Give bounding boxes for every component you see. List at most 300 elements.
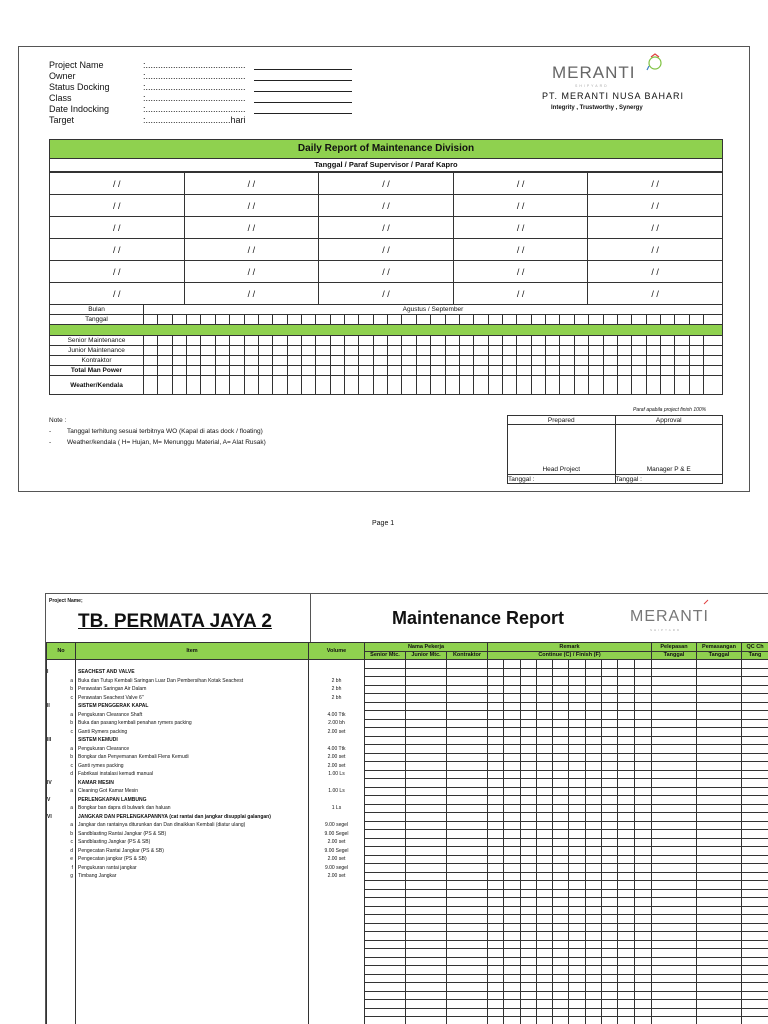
grid-cell[interactable] [704,315,723,325]
entry-cell[interactable] [652,906,697,915]
entry-cell[interactable] [536,906,552,915]
entry-cell[interactable] [447,711,488,720]
entry-cell[interactable] [585,728,601,737]
entry-cell[interactable] [520,821,536,830]
entry-cell[interactable] [569,1000,585,1009]
entry-cell[interactable] [697,830,742,839]
entry-cell[interactable] [742,753,768,762]
entry-cell[interactable] [488,898,504,907]
entry-cell[interactable] [447,855,488,864]
grid-cell[interactable] [330,376,344,395]
entry-cell[interactable] [553,719,569,728]
entry-cell[interactable] [634,949,651,958]
entry-cell[interactable] [406,991,447,1000]
entry-cell[interactable] [697,736,742,745]
entry-cell[interactable] [618,923,634,932]
entry-cell[interactable] [447,660,488,669]
entry-cell[interactable] [504,932,520,941]
entry-cell[interactable] [634,694,651,703]
entry-cell[interactable] [602,949,618,958]
entry-cell[interactable] [553,940,569,949]
entry-cell[interactable] [634,830,651,839]
entry-cell[interactable] [406,906,447,915]
entry-cell[interactable] [520,677,536,686]
entry-cell[interactable] [618,991,634,1000]
grid-cell[interactable] [704,376,723,395]
grid-cell[interactable] [287,346,301,356]
entry-cell[interactable] [488,991,504,1000]
entry-cell[interactable] [406,677,447,686]
date-cell[interactable]: / / [453,283,588,305]
entry-cell[interactable] [742,804,768,813]
entry-cell[interactable] [488,864,504,873]
grid-cell[interactable] [316,336,330,346]
grid-cell[interactable] [646,336,660,346]
entry-cell[interactable] [406,660,447,669]
entry-cell[interactable] [585,677,601,686]
entry-cell[interactable] [585,779,601,788]
grid-cell[interactable] [215,315,229,325]
entry-cell[interactable] [447,932,488,941]
entry-cell[interactable] [569,966,585,975]
grid-cell[interactable] [689,366,703,376]
grid-cell[interactable] [187,376,201,395]
entry-cell[interactable] [406,1008,447,1017]
grid-cell[interactable] [330,336,344,346]
entry-cell[interactable] [365,932,406,941]
entry-cell[interactable] [618,745,634,754]
entry-cell[interactable] [520,668,536,677]
entry-cell[interactable] [742,796,768,805]
grid-cell[interactable] [158,376,172,395]
entry-cell[interactable] [569,660,585,669]
date-cell[interactable]: / / [184,195,319,217]
grid-cell[interactable] [301,376,315,395]
entry-cell[interactable] [569,694,585,703]
entry-cell[interactable] [742,872,768,881]
entry-cell[interactable] [652,898,697,907]
entry-cell[interactable] [602,830,618,839]
entry-cell[interactable] [652,838,697,847]
entry-cell[interactable] [406,915,447,924]
entry-cell[interactable] [488,966,504,975]
entry-cell[interactable] [602,940,618,949]
grid-cell[interactable] [258,346,272,356]
entry-cell[interactable] [634,1008,651,1017]
entry-cell[interactable] [536,719,552,728]
grid-cell[interactable] [301,336,315,346]
date-cell[interactable]: / / [588,195,723,217]
entry-cell[interactable] [406,711,447,720]
entry-cell[interactable] [618,694,634,703]
entry-cell[interactable] [618,940,634,949]
entry-cell[interactable] [406,830,447,839]
entry-cell[interactable] [634,966,651,975]
entry-cell[interactable] [447,796,488,805]
entry-cell[interactable] [447,906,488,915]
entry-cell[interactable] [602,838,618,847]
entry-cell[interactable] [447,736,488,745]
entry-cell[interactable] [569,991,585,1000]
entry-cell[interactable] [553,1017,569,1024]
grid-cell[interactable] [230,356,244,366]
entry-cell[interactable] [697,949,742,958]
entry-cell[interactable] [618,728,634,737]
date-cell[interactable]: / / [319,217,454,239]
grid-cell[interactable] [517,366,531,376]
entry-cell[interactable] [365,957,406,966]
grid-cell[interactable] [646,315,660,325]
entry-cell[interactable] [504,702,520,711]
grid-cell[interactable] [617,315,631,325]
entry-cell[interactable] [618,838,634,847]
grid-cell[interactable] [531,356,545,366]
grid-cell[interactable] [201,336,215,346]
grid-cell[interactable] [675,336,689,346]
entry-cell[interactable] [652,736,697,745]
grid-cell[interactable] [689,315,703,325]
grid-cell[interactable] [531,376,545,395]
entry-cell[interactable] [652,889,697,898]
entry-cell[interactable] [406,872,447,881]
date-cell[interactable]: / / [588,283,723,305]
grid-cell[interactable] [258,376,272,395]
entry-cell[interactable] [602,923,618,932]
entry-cell[interactable] [569,847,585,856]
entry-cell[interactable] [553,787,569,796]
grid-cell[interactable] [632,336,646,346]
grid-cell[interactable] [689,356,703,366]
grid-cell[interactable] [574,315,588,325]
entry-cell[interactable] [488,1000,504,1009]
entry-cell[interactable] [520,932,536,941]
entry-cell[interactable] [406,898,447,907]
entry-cell[interactable] [618,864,634,873]
entry-cell[interactable] [742,932,768,941]
entry-cell[interactable] [488,719,504,728]
entry-cell[interactable] [569,915,585,924]
entry-cell[interactable] [536,753,552,762]
grid-cell[interactable] [517,336,531,346]
entry-cell[interactable] [520,940,536,949]
entry-cell[interactable] [520,966,536,975]
entry-cell[interactable] [742,719,768,728]
entry-cell[interactable] [602,787,618,796]
entry-cell[interactable] [585,787,601,796]
entry-cell[interactable] [447,838,488,847]
entry-cell[interactable] [602,702,618,711]
entry-cell[interactable] [634,838,651,847]
grid-cell[interactable] [617,356,631,366]
entry-cell[interactable] [585,796,601,805]
entry-cell[interactable] [569,702,585,711]
entry-cell[interactable] [742,787,768,796]
entry-cell[interactable] [488,745,504,754]
entry-cell[interactable] [536,898,552,907]
entry-cell[interactable] [652,915,697,924]
entry-cell[interactable] [488,838,504,847]
entry-cell[interactable] [652,711,697,720]
entry-cell[interactable] [618,889,634,898]
entry-cell[interactable] [742,881,768,890]
entry-cell[interactable] [365,728,406,737]
grid-cell[interactable] [330,346,344,356]
entry-cell[interactable] [585,830,601,839]
grid-cell[interactable] [201,315,215,325]
entry-cell[interactable] [618,821,634,830]
entry-cell[interactable] [504,745,520,754]
entry-cell[interactable] [536,838,552,847]
grid-cell[interactable] [359,376,373,395]
entry-cell[interactable] [520,770,536,779]
entry-cell[interactable] [618,813,634,822]
entry-cell[interactable] [742,702,768,711]
entry-cell[interactable] [652,779,697,788]
entry-cell[interactable] [634,770,651,779]
entry-cell[interactable] [504,787,520,796]
entry-cell[interactable] [602,753,618,762]
entry-cell[interactable] [553,762,569,771]
entry-cell[interactable] [365,864,406,873]
entry-cell[interactable] [697,796,742,805]
grid-cell[interactable] [560,315,574,325]
entry-cell[interactable] [569,830,585,839]
grid-cell[interactable] [632,346,646,356]
entry-cell[interactable] [488,855,504,864]
entry-cell[interactable] [742,694,768,703]
grid-cell[interactable] [287,336,301,346]
entry-cell[interactable] [536,770,552,779]
entry-cell[interactable] [585,711,601,720]
entry-cell[interactable] [504,949,520,958]
entry-cell[interactable] [406,787,447,796]
entry-cell[interactable] [585,906,601,915]
entry-cell[interactable] [602,957,618,966]
grid-cell[interactable] [158,346,172,356]
entry-cell[interactable] [406,685,447,694]
entry-cell[interactable] [406,668,447,677]
entry-cell[interactable] [618,668,634,677]
entry-cell[interactable] [585,838,601,847]
grid-cell[interactable] [215,346,229,356]
entry-cell[interactable] [742,736,768,745]
grid-cell[interactable] [373,336,387,346]
grid-cell[interactable] [359,346,373,356]
grid-cell[interactable] [402,366,416,376]
entry-cell[interactable] [634,974,651,983]
entry-cell[interactable] [365,830,406,839]
entry-cell[interactable] [585,923,601,932]
entry-cell[interactable] [585,949,601,958]
entry-cell[interactable] [697,770,742,779]
entry-cell[interactable] [742,983,768,992]
header-field-value[interactable]: :........................................ [143,60,246,70]
entry-cell[interactable] [504,668,520,677]
entry-cell[interactable] [618,719,634,728]
entry-cell[interactable] [618,736,634,745]
entry-cell[interactable] [520,881,536,890]
entry-cell[interactable] [618,762,634,771]
entry-cell[interactable] [488,685,504,694]
entry-cell[interactable] [602,974,618,983]
entry-cell[interactable] [569,779,585,788]
entry-cell[interactable] [447,847,488,856]
entry-cell[interactable] [504,804,520,813]
entry-cell[interactable] [447,864,488,873]
entry-cell[interactable] [520,855,536,864]
entry-cell[interactable] [634,728,651,737]
grid-cell[interactable] [316,346,330,356]
grid-cell[interactable] [201,356,215,366]
grid-cell[interactable] [144,366,158,376]
grid-cell[interactable] [502,366,516,376]
date-cell[interactable]: / / [453,217,588,239]
entry-cell[interactable] [504,1017,520,1024]
entry-cell[interactable] [488,932,504,941]
entry-cell[interactable] [365,889,406,898]
entry-cell[interactable] [602,881,618,890]
entry-cell[interactable] [504,1008,520,1017]
grid-cell[interactable] [445,366,459,376]
entry-cell[interactable] [602,668,618,677]
entry-cell[interactable] [618,711,634,720]
grid-cell[interactable] [316,315,330,325]
grid-cell[interactable] [345,366,359,376]
grid-cell[interactable] [546,376,560,395]
entry-cell[interactable] [585,762,601,771]
grid-cell[interactable] [402,346,416,356]
grid-cell[interactable] [158,336,172,346]
entry-cell[interactable] [634,923,651,932]
grid-cell[interactable] [531,315,545,325]
grid-cell[interactable] [215,366,229,376]
entry-cell[interactable] [652,957,697,966]
entry-cell[interactable] [569,906,585,915]
entry-cell[interactable] [618,660,634,669]
entry-cell[interactable] [569,864,585,873]
grid-cell[interactable] [431,376,445,395]
date-cell[interactable]: / / [50,283,185,305]
entry-cell[interactable] [569,821,585,830]
header-field-value[interactable]: :........................................ [143,71,246,81]
entry-cell[interactable] [536,932,552,941]
entry-cell[interactable] [634,940,651,949]
entry-cell[interactable] [365,702,406,711]
entry-cell[interactable] [602,847,618,856]
entry-cell[interactable] [365,1017,406,1024]
grid-cell[interactable] [244,315,258,325]
entry-cell[interactable] [618,787,634,796]
entry-cell[interactable] [447,677,488,686]
entry-cell[interactable] [585,957,601,966]
grid-cell[interactable] [273,366,287,376]
grid-cell[interactable] [431,336,445,346]
entry-cell[interactable] [406,702,447,711]
entry-cell[interactable] [634,898,651,907]
grid-cell[interactable] [589,346,603,356]
entry-cell[interactable] [602,711,618,720]
entry-cell[interactable] [742,728,768,737]
entry-cell[interactable] [365,770,406,779]
entry-cell[interactable] [634,847,651,856]
entry-cell[interactable] [652,702,697,711]
grid-cell[interactable] [603,376,617,395]
grid-cell[interactable] [560,346,574,356]
entry-cell[interactable] [553,753,569,762]
entry-cell[interactable] [697,983,742,992]
entry-cell[interactable] [618,983,634,992]
entry-cell[interactable] [504,753,520,762]
entry-cell[interactable] [520,660,536,669]
entry-cell[interactable] [618,855,634,864]
entry-cell[interactable] [553,855,569,864]
entry-cell[interactable] [742,685,768,694]
entry-cell[interactable] [652,940,697,949]
entry-cell[interactable] [447,813,488,822]
grid-cell[interactable] [388,315,402,325]
entry-cell[interactable] [742,813,768,822]
date-cell[interactable]: / / [184,239,319,261]
entry-cell[interactable] [488,974,504,983]
entry-cell[interactable] [536,881,552,890]
grid-cell[interactable] [474,356,488,366]
entry-cell[interactable] [553,864,569,873]
entry-cell[interactable] [652,966,697,975]
entry-cell[interactable] [365,898,406,907]
entry-cell[interactable] [618,830,634,839]
entry-cell[interactable] [634,660,651,669]
entry-cell[interactable] [569,1017,585,1024]
entry-cell[interactable] [602,991,618,1000]
entry-cell[interactable] [585,932,601,941]
entry-cell[interactable] [365,983,406,992]
entry-cell[interactable] [488,1017,504,1024]
entry-cell[interactable] [536,1000,552,1009]
header-field-value[interactable]: :........................................ [143,93,246,103]
grid-cell[interactable] [187,366,201,376]
entry-cell[interactable] [585,872,601,881]
entry-cell[interactable] [520,983,536,992]
entry-cell[interactable] [602,906,618,915]
entry-cell[interactable] [488,660,504,669]
grid-cell[interactable] [445,376,459,395]
entry-cell[interactable] [406,940,447,949]
entry-cell[interactable] [697,974,742,983]
entry-cell[interactable] [406,813,447,822]
grid-cell[interactable] [244,366,258,376]
entry-cell[interactable] [652,881,697,890]
grid-cell[interactable] [488,315,502,325]
grid-cell[interactable] [502,315,516,325]
entry-cell[interactable] [634,889,651,898]
entry-cell[interactable] [536,779,552,788]
entry-cell[interactable] [697,872,742,881]
entry-cell[interactable] [697,702,742,711]
grid-cell[interactable] [330,356,344,366]
entry-cell[interactable] [742,974,768,983]
grid-cell[interactable] [416,366,430,376]
entry-cell[interactable] [652,949,697,958]
entry-cell[interactable] [504,957,520,966]
entry-cell[interactable] [447,1008,488,1017]
entry-cell[interactable] [553,949,569,958]
entry-cell[interactable] [553,974,569,983]
date-cell[interactable]: / / [50,217,185,239]
entry-cell[interactable] [520,847,536,856]
entry-cell[interactable] [585,804,601,813]
entry-cell[interactable] [618,753,634,762]
entry-cell[interactable] [536,711,552,720]
